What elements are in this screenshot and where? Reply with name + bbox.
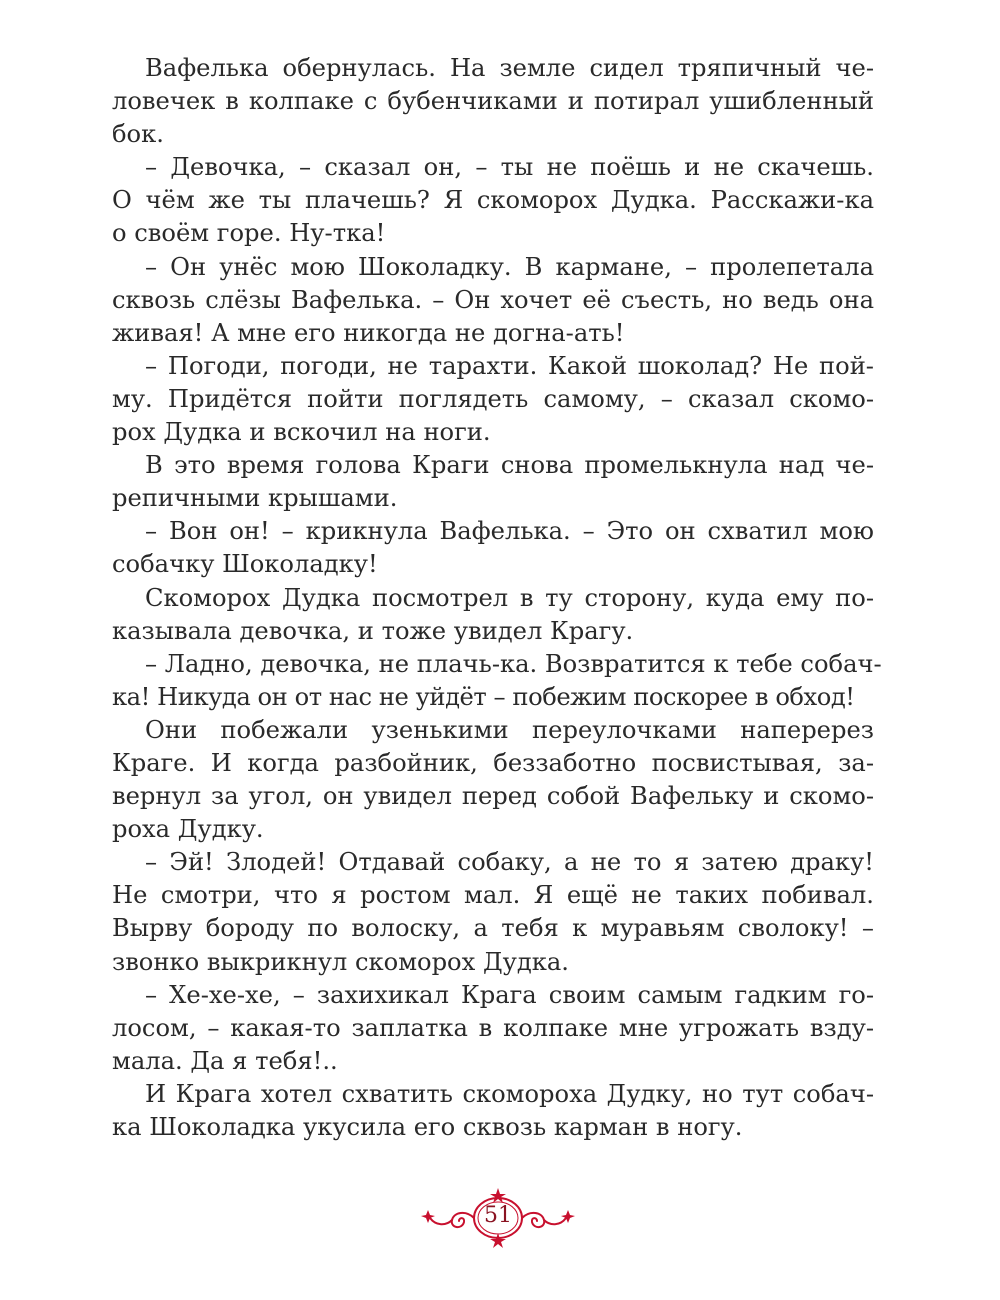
text-line: – Хе-хе-хе, – захихикал Крага своим самым гадким го- — [145, 980, 874, 1009]
text-line: В это время голова Краги снова промелькнула над че- — [145, 451, 874, 480]
text-line: мала. Да я тебя!.. — [112, 1046, 338, 1075]
text-line: О чём же ты плачешь? Я скоморох Дудка. Расскажи-ка — [112, 186, 874, 215]
text-line: рох Дудка и вскочил на ноги. — [112, 418, 491, 447]
text-line: ловечек в колпаке с бубенчиками и потирал ушибленный — [112, 87, 874, 116]
text-line: Не смотри, что я ростом мал. Я ещё не таких побивал. — [112, 881, 874, 910]
text-line: – Девочка, – сказал он, – ты не поёшь и не скачешь. — [145, 153, 874, 182]
text-line: – Он унёс мою Шоколадку. В кармане, – пролепетала — [145, 252, 874, 281]
paragraph-11 — [112, 979, 874, 1078]
page-number-ornament — [418, 1186, 578, 1250]
text-line: Вафелька обернулась. На земле сидел тряпичный че- — [145, 54, 874, 82]
text-line: – Вон он! – крикнула Вафелька. – Это он схватил мою — [145, 517, 874, 546]
text-line: ка Шоколадка укусила его сквозь карман в ногу. — [112, 1113, 743, 1141]
text-line: бок. — [112, 120, 164, 149]
paragraph-4 — [112, 350, 874, 449]
text-line: лосом, – какая-то заплатка в колпаке мне угрожать взду- — [112, 1013, 874, 1042]
text-line: – Ладно, девочка, не плачь-ка. Возвратится к тебе собач- — [145, 649, 882, 678]
text-line: о своём горе. Ну-тка! — [112, 219, 386, 248]
text-line: ка! Никуда он от нас не уйдёт – побежим поскорее в обход! — [112, 682, 855, 711]
paragraph-3 — [112, 251, 874, 350]
body-text — [112, 52, 882, 1144]
text-line: казывала девочка, и тоже увидел Крагу. — [112, 616, 634, 645]
text-line: вернул за угол, он увидел перед собой Вафельку и скомо- — [112, 782, 874, 811]
paragraph-10 — [112, 846, 874, 978]
text-line: звонко выкрикнул скоморох Дудка. — [112, 947, 569, 976]
text-line: Краге. И когда разбойник, беззаботно посвистывая, за- — [112, 748, 874, 777]
paragraph-6 — [112, 515, 874, 581]
paragraph-8 — [112, 648, 882, 714]
paragraph-12 — [112, 1078, 874, 1144]
text-line: – Погоди, погоди, не тарахти. Какой шоколад? Не пой- — [145, 351, 874, 380]
text-line: – Эй! Злодей! Отдавай собаку, а не то я затею драку! — [145, 848, 874, 877]
paragraph-1 — [112, 52, 874, 151]
text-line: му. Придётся пойти поглядеть самому, – сказал скомо- — [112, 384, 874, 413]
text-line: репичными крышами. — [112, 484, 398, 513]
text-line: Вырву бороду по волоску, а тебя к муравьям сволоку! – — [112, 914, 874, 943]
text-line: И Крага хотел схватить скомороха Дудку, но тут собач- — [145, 1079, 874, 1108]
text-line: роха Дудку. — [112, 815, 264, 844]
text-line: сквозь слёзы Вафелька. – Он хочет её съесть, но ведь она — [112, 285, 874, 314]
text-line: живая! А мне его никогда не догна-ать! — [112, 318, 625, 347]
text-line: собачку Шоколадку! — [112, 550, 378, 579]
page-number: 51 — [484, 1203, 512, 1228]
paragraph-2 — [112, 151, 874, 250]
paragraph-9 — [112, 714, 874, 846]
paragraph-5 — [112, 449, 874, 515]
text-line: Скоморох Дудка посмотрел в ту сторону, куда ему по- — [145, 583, 874, 612]
paragraph-7 — [112, 582, 874, 648]
text-line: Они побежали узенькими переулочками наперерез — [145, 715, 874, 744]
